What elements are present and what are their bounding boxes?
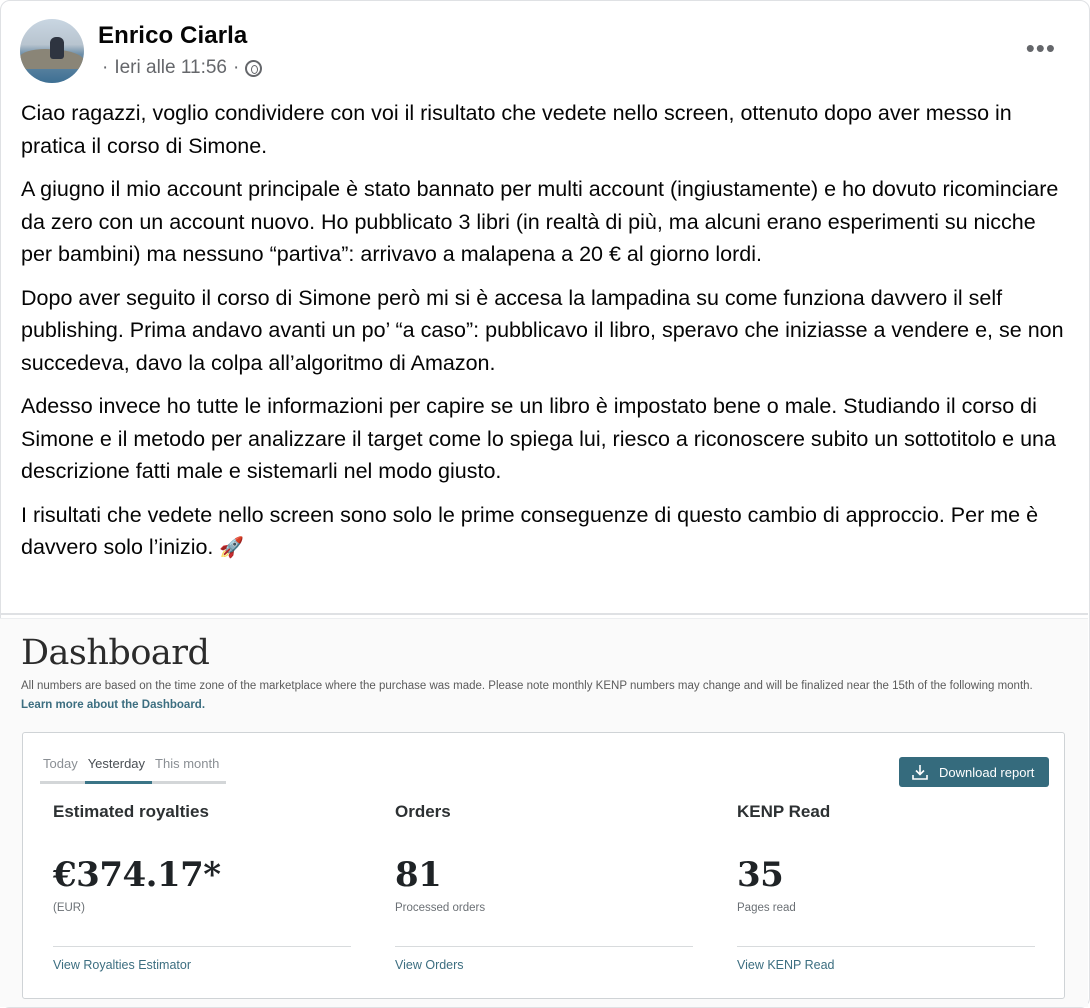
post-paragraph: Dopo aver seguito il corso di Simone però mi si è accesa la lampadina su come funziona davvero il self publishing. Prima andavo avanti un po’ “a caso”: pubblicavo il libro, speravo che iniziasse a vendere e, se non succedeva, davo la colpa all’algoritmo di Amazon. (21, 285, 1064, 375)
post-paragraph: Ciao ragazzi, voglio condividere con voi il risultato che vedete nello screen, ottenuto dopo aver messo in pratica il corso di Simone. (21, 101, 1012, 158)
tab-yesterday[interactable]: Yesterday (85, 756, 152, 784)
post-body (21, 97, 1071, 576)
post-paragraph-last (21, 499, 1071, 565)
attachment-divider (0, 613, 1088, 615)
globe-icon (245, 60, 262, 77)
dashboard-title: Dashboard (21, 633, 210, 673)
post-paragraph-text: I risultati che vedete nello screen sono solo le prime conseguenze di questo cambio di approccio. Per me è davvero solo l’inizio. (21, 502, 1039, 559)
view-kenp-read-link[interactable]: View KENP Read (737, 958, 835, 972)
post-paragraph: A giugno il mio account principale è stato bannato per multi account (ingiustamente) e ho dovuto ricominciare da zero con un account nuovo. Ho pubblicato 3 libri (in realtà di più, ma alcuni erano esperimenti su nicche per bambini) ma nessuno “partiva”: arrivavo a malapena a 20 € al giorno lordi. (21, 177, 1059, 266)
metric-value: 35 (737, 855, 784, 895)
dashboard-note (21, 677, 1041, 715)
metric-value: 81 (395, 855, 442, 895)
avatar-person (50, 37, 64, 59)
period-tabs (40, 756, 226, 784)
post-meta (102, 57, 262, 79)
metric-label: Orders (395, 802, 451, 821)
post-timestamp[interactable]: Ieri alle 11:56 (114, 57, 227, 78)
metric-orders (395, 802, 693, 972)
metric-sub: (EUR) (53, 902, 85, 914)
metric-label: Estimated royalties (53, 802, 209, 821)
metric-divider (53, 946, 351, 947)
author-name[interactable]: Enrico Ciarla (98, 22, 248, 49)
metric-label: KENP Read (737, 802, 831, 821)
download-report-label: Download report (939, 764, 1035, 780)
tab-this-month[interactable]: This month (152, 756, 226, 784)
author-avatar[interactable] (20, 19, 84, 83)
more-options-button[interactable]: ••• (1025, 33, 1056, 63)
view-royalties-estimator-link[interactable]: View Royalties Estimator (53, 958, 192, 972)
tab-today[interactable]: Today (40, 756, 85, 784)
meta-dot: · (233, 57, 240, 78)
metric-divider (395, 946, 693, 947)
dashboard-note-text: All numbers are based on the time zone of the marketplace where the purchase was made. Please note monthly KENP numbers may change and will be finalized near the 15th of the following month. (21, 680, 1033, 692)
dashboard-learn-more-link[interactable]: Learn more about the Dashboard. (21, 699, 206, 711)
download-icon (911, 763, 929, 781)
metric-kenp (737, 802, 1035, 972)
metric-royalties (53, 802, 351, 972)
view-orders-link[interactable]: View Orders (395, 958, 464, 972)
download-report-button[interactable] (899, 757, 1049, 787)
rocket-emoji: 🚀 (219, 537, 245, 559)
post-paragraph: Adesso invece ho tutte le informazioni per capire se un libro è impostato bene o male. Studiando il corso di Simone e il metodo per analizzare il target come lo spiega lui, riesco a riconoscere subito un sottotitolo e una descrizione fatti male e sistemarli nel modo giusto. (21, 394, 1056, 483)
metric-divider (737, 946, 1035, 947)
meta-dot: · (102, 57, 109, 78)
metric-sub: Pages read (737, 902, 796, 914)
metric-value: €374.17* (53, 855, 221, 895)
metric-sub: Processed orders (395, 902, 486, 914)
